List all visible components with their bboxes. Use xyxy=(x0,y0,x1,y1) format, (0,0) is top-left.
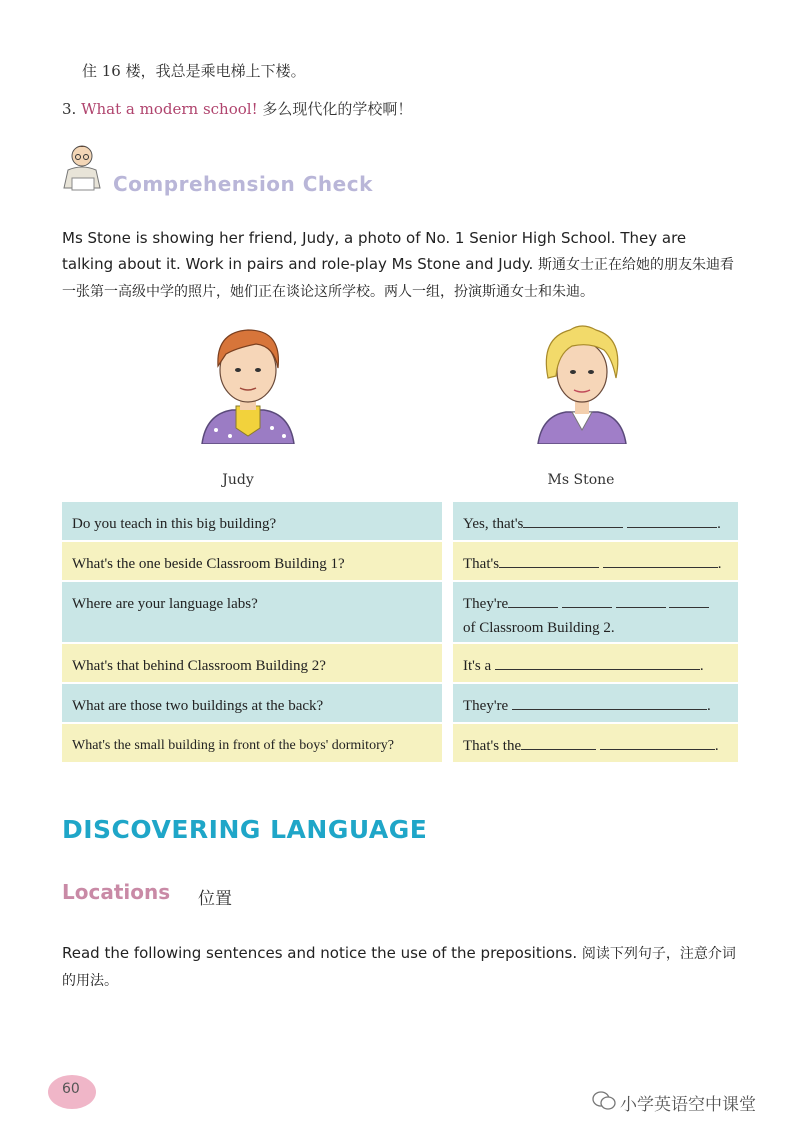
answer-continuation: of Classroom Building 2. xyxy=(463,620,615,636)
note-line-2 xyxy=(62,98,412,119)
blank-line[interactable] xyxy=(562,593,612,608)
discovering-language-title: DISCOVERING LANGUAGE xyxy=(62,815,428,844)
intro-english: Ms Stone is showing her friend, Judy, a photo of No. 1 Senior High School. They are talking about it. Work in pairs and role-play Ms Stone and Judy. xyxy=(62,229,687,273)
answer-stem: That's the xyxy=(463,738,522,754)
blank-line[interactable] xyxy=(508,593,558,608)
answer-stem: They're xyxy=(463,596,509,612)
blank-line[interactable] xyxy=(523,513,623,528)
answer-cell: It's a . xyxy=(453,644,738,682)
question-cell: What's the small building in front of the boys' dormitory? xyxy=(62,724,442,762)
answer-stem: It's a xyxy=(463,658,492,674)
blank-line[interactable] xyxy=(499,553,599,568)
comprehension-check-title: Comprehension Check xyxy=(113,172,373,196)
locations-chinese: 位置 xyxy=(198,889,232,909)
blank-line[interactable] xyxy=(512,695,707,710)
comprehension-intro xyxy=(62,225,742,305)
blank-line[interactable] xyxy=(627,513,717,528)
question-cell: Do you teach in this big building? xyxy=(62,502,442,540)
read-english: Read the following sentences and notice the use of the prepositions. xyxy=(62,944,578,962)
locations-subtitle: Locations xyxy=(62,880,171,904)
answer-stem: That's xyxy=(463,556,500,572)
answer-cell: That's the . xyxy=(453,724,738,762)
blank-line[interactable] xyxy=(495,655,700,670)
note-number: 3. xyxy=(62,100,77,118)
answer-cell xyxy=(453,582,738,642)
page-number: 60 xyxy=(48,1075,96,1109)
blank-line[interactable] xyxy=(616,593,666,608)
wechat-icon xyxy=(592,1090,616,1112)
blank-line[interactable] xyxy=(669,593,709,608)
answer-stem: Yes, that's xyxy=(463,516,524,532)
question-cell: Where are your language labs? xyxy=(62,582,442,642)
judy-portrait xyxy=(196,318,300,444)
read-instruction xyxy=(62,940,742,994)
question-cell: What's that behind Classroom Building 2? xyxy=(62,644,442,682)
blank-line[interactable] xyxy=(603,553,718,568)
answer-stem: They're xyxy=(463,698,509,714)
watermark-text: 小学英语空中课堂 xyxy=(620,1095,756,1115)
answer-cell: They're . xyxy=(453,684,738,722)
note-line-1: 住 16 楼，我总是乘电梯上下楼。 xyxy=(82,62,306,80)
note-english: What a modern school! xyxy=(81,100,258,118)
judy-caption: Judy xyxy=(222,472,254,488)
intro-chinese: 斯通女士正在给她的朋友朱迪看一张第一高级中学的照片，她们正在谈论这所学校。两人一组，扮演斯通女士和朱迪。 xyxy=(62,257,735,300)
reading-child-icon xyxy=(60,140,108,196)
note-chinese: 多么现代化的学校啊！ xyxy=(262,100,413,118)
question-cell: What's the one beside Classroom Building 1? xyxy=(62,542,442,580)
ms-stone-caption: Ms Stone xyxy=(547,472,615,488)
blank-line[interactable] xyxy=(600,735,715,750)
blank-line[interactable] xyxy=(521,735,596,750)
read-chinese: 阅读下列句子，注意介词的用法。 xyxy=(62,946,736,989)
question-cell: What are those two buildings at the back? xyxy=(62,684,442,722)
answer-cell: Yes, that's . xyxy=(453,502,738,540)
ms-stone-portrait xyxy=(530,318,634,444)
answer-cell: That's . xyxy=(453,542,738,580)
